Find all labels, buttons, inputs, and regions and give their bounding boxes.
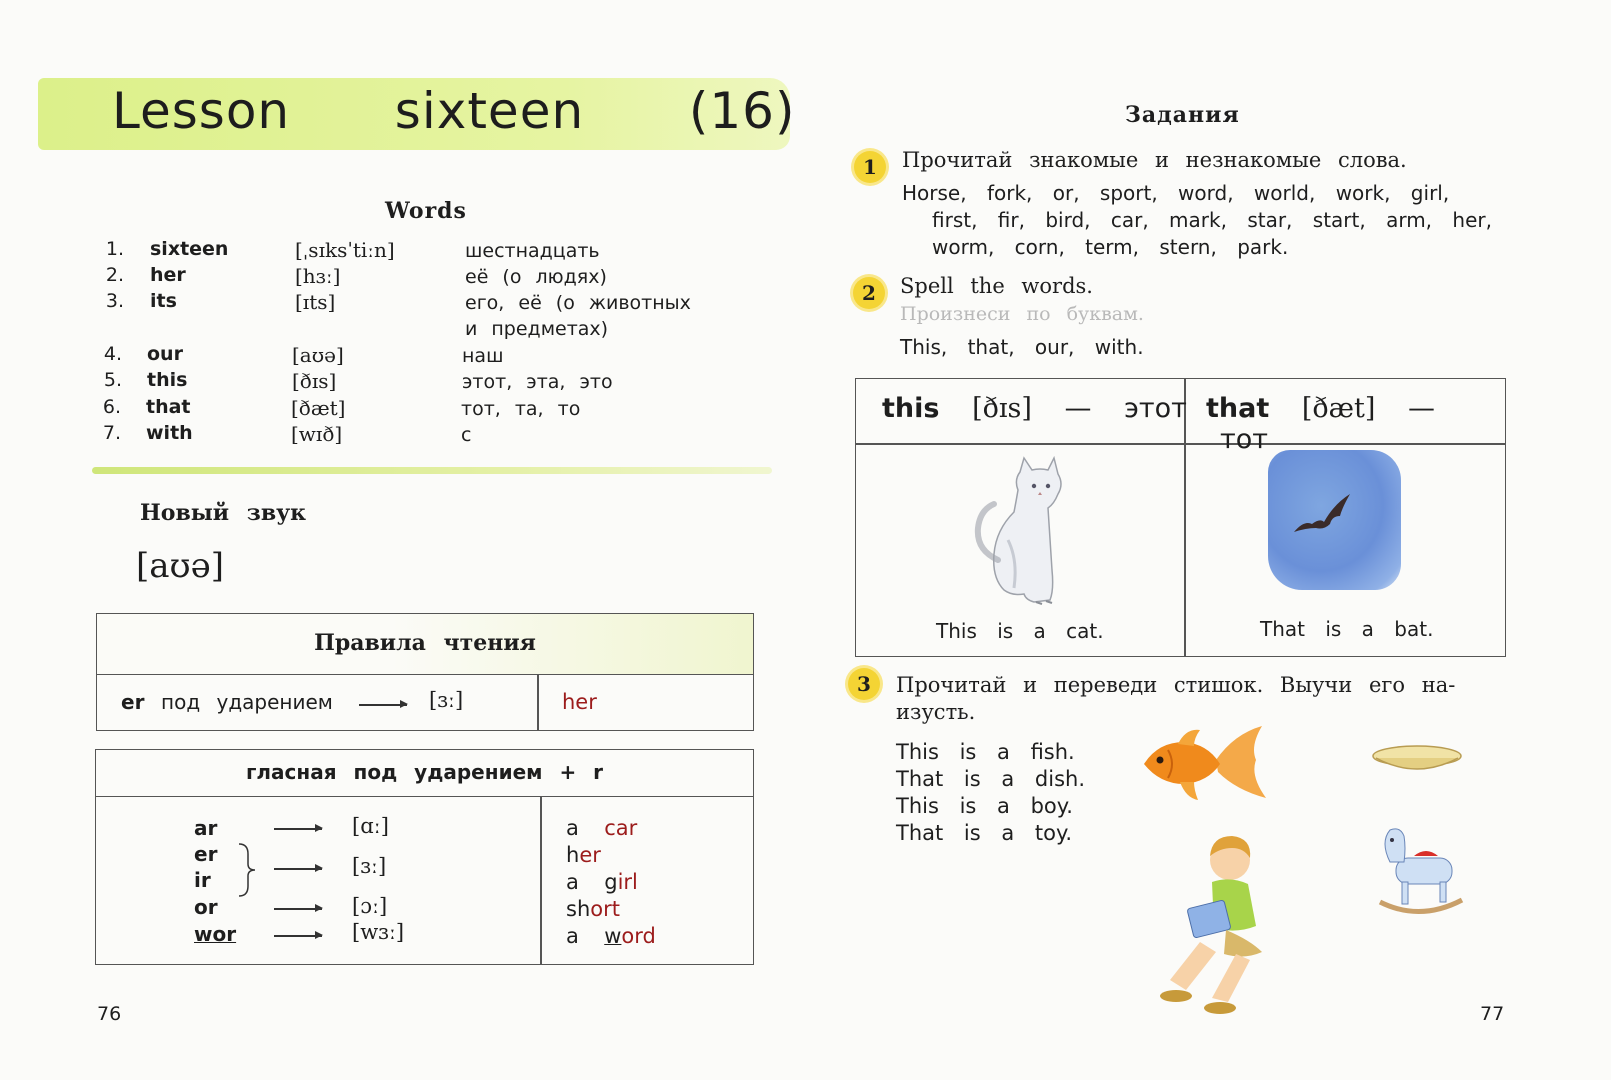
rule-example: her	[562, 690, 597, 714]
page-title: Lesson sixteen (16)	[112, 82, 796, 140]
example-word: short	[566, 897, 620, 921]
words-heading: Words	[385, 198, 467, 224]
word-number: 6.	[102, 396, 121, 418]
this-header: this [ðɪs] — этот	[882, 393, 1187, 424]
example-word: her	[566, 843, 601, 867]
example-word: a car	[566, 816, 638, 840]
rule-text: под ударением	[161, 690, 333, 714]
word-item: that	[146, 396, 191, 418]
example-word: a girl	[566, 870, 638, 894]
word-translation-cont: и предметах)	[465, 318, 609, 340]
rule-letters: er	[121, 690, 145, 714]
vowel-r-title: гласная под ударением + r	[245, 760, 604, 784]
spelling: er	[194, 842, 218, 866]
word-number: 2.	[105, 264, 124, 286]
table-divider	[537, 674, 539, 730]
rocking-horse-illustration	[1370, 822, 1470, 922]
sound: [ɑː]	[352, 814, 389, 838]
word-translation: тот, та, то	[461, 398, 581, 420]
arrow-icon	[274, 908, 322, 910]
this-that-table	[855, 378, 1506, 657]
bat-caption: That is a bat.	[1260, 617, 1434, 641]
spelling: ar	[194, 816, 218, 840]
poem-line: That is a dish.	[896, 767, 1085, 791]
task-number-badge: 3	[848, 668, 880, 700]
task1-line: first, fir, bird, car, mark, star, start, arm, her,	[932, 208, 1492, 232]
sound: [ɜː]	[352, 854, 387, 878]
spelling: or	[194, 895, 218, 919]
word-transcription: [ðæt]	[291, 396, 346, 420]
word-translation: её (о людях)	[465, 266, 607, 288]
goldfish-illustration	[1138, 720, 1273, 810]
cat-caption: This is a cat.	[936, 619, 1104, 643]
reading-rules-header	[97, 614, 753, 675]
task2-title: Spell the words.	[900, 274, 1093, 298]
arrow-icon	[359, 704, 407, 706]
poem-line: That is a toy.	[896, 821, 1073, 845]
word-item: with	[146, 422, 193, 444]
word-number: 3.	[105, 290, 124, 312]
word-translation: с	[461, 424, 472, 446]
vowel-r-table	[95, 749, 754, 965]
spelling: ir	[194, 868, 211, 892]
new-sound-heading: Новый звук	[140, 500, 307, 526]
word-transcription: [hɜː]	[295, 264, 341, 288]
task2-subtitle: Произнеси по буквам.	[900, 303, 1144, 325]
word-number: 5.	[103, 369, 122, 391]
reading-rules-title: Правила чтения	[314, 630, 536, 656]
word-number: 1.	[105, 238, 124, 260]
task3-title: Прочитай и переведи стишок. Выучи его на-	[896, 673, 1456, 697]
table-divider	[540, 796, 542, 964]
spelling: wor	[194, 922, 237, 946]
task1-title: Прочитай знакомые и незнакомые слова.	[902, 148, 1407, 172]
that-header: that [ðæt] — тот	[1206, 393, 1436, 455]
task1-line: Horse, fork, or, sport, word, world, work, girl,	[902, 181, 1450, 205]
word-transcription: [ɪts]	[295, 290, 336, 314]
arrow-icon	[274, 868, 322, 870]
word-translation: его, её (о животных	[465, 292, 691, 314]
cat-illustration	[968, 450, 1078, 610]
vowel-r-header	[96, 750, 753, 797]
word-number: 4.	[103, 343, 122, 365]
task2-words: This, that, our, with.	[900, 335, 1144, 359]
task1-line: worm, corn, term, stern, park.	[932, 235, 1289, 259]
task-number-badge: 1	[854, 151, 886, 183]
dish-illustration	[1370, 742, 1465, 778]
poem-line: This is a boy.	[896, 794, 1073, 818]
word-transcription: [aʊə]	[292, 343, 344, 367]
page-number-left: 76	[97, 1003, 122, 1025]
word-transcription: [wɪð]	[291, 422, 343, 446]
sound: [ɔː]	[352, 894, 388, 918]
boy-illustration	[1140, 830, 1290, 1020]
rule-sound: [ɜː]	[429, 688, 464, 712]
task-number-badge: 2	[853, 277, 885, 309]
example-word: a word	[566, 924, 656, 948]
word-item: sixteen	[150, 238, 229, 260]
bat-illustration	[1290, 490, 1360, 540]
word-transcription: [ðɪs]	[292, 369, 337, 393]
word-transcription: [ˌsɪksˈtiːn]	[295, 238, 395, 262]
task3-title-cont: изусть.	[896, 700, 976, 724]
word-number: 7.	[102, 422, 121, 444]
poem-line: This is a fish.	[896, 740, 1075, 764]
arrow-icon	[274, 935, 322, 937]
sound: [wɜː]	[352, 920, 405, 944]
word-translation: наш	[462, 345, 504, 367]
word-item: this	[147, 369, 188, 391]
brace-icon	[236, 842, 258, 898]
reading-rules-table	[96, 613, 754, 731]
word-item: our	[147, 343, 183, 365]
page-number-right: 77	[1480, 1003, 1505, 1025]
word-item: its	[150, 290, 177, 312]
word-translation: шестнадцать	[465, 240, 600, 262]
word-translation: этот, эта, это	[462, 371, 613, 393]
word-item: her	[150, 264, 186, 286]
section-divider	[92, 467, 772, 474]
arrow-icon	[274, 828, 322, 830]
tasks-heading: Задания	[1125, 102, 1240, 128]
new-sound: [aʊə]	[136, 546, 225, 586]
